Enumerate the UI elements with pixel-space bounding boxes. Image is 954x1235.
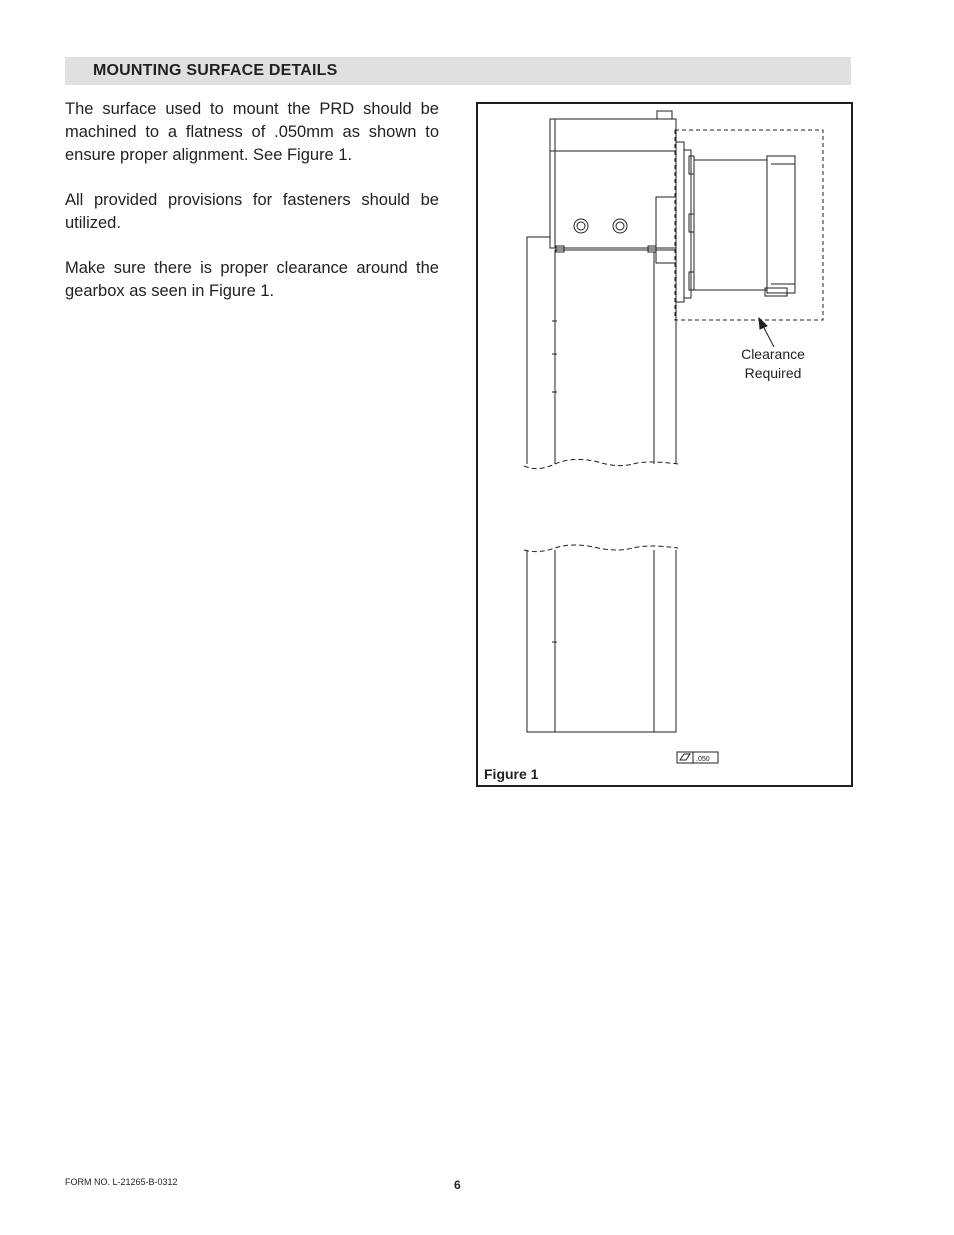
figure-caption: Figure 1 [484, 766, 539, 782]
body-text [65, 98, 439, 325]
column-upper [524, 237, 678, 469]
callout-line-2: Required [744, 365, 802, 381]
section-title: MOUNTING SURFACE DETAILS [93, 62, 338, 79]
clearance-leader-arrow [759, 318, 774, 347]
paragraph-fasteners: All provided provisions for fasteners should be utilized. [65, 191, 439, 232]
clearance-callout [730, 345, 816, 383]
clearance-envelope [675, 130, 823, 320]
flatness-symbol [677, 752, 718, 763]
mounting-diagram [478, 104, 851, 785]
section-header-bar [65, 57, 851, 85]
fitting-icons [574, 219, 627, 233]
paragraph-flatness: The surface used to mount the PRD should be machined to a flatness of .050mm as shown to ensure proper alignment. See Figure 1. [65, 100, 439, 164]
paragraph-clearance: Make sure there is proper clearance around the gearbox as seen in Figure 1. [65, 259, 439, 300]
flatness-value: .050 [696, 756, 710, 763]
page-number: 6 [454, 1178, 461, 1192]
callout-line-1: Clearance [741, 346, 805, 362]
gearbox-housing [550, 111, 676, 252]
column-lower [524, 545, 678, 732]
motor-body [694, 156, 795, 296]
figure-1 [476, 102, 853, 787]
form-number: FORM NO. L-21265-B-0312 [65, 1177, 178, 1187]
